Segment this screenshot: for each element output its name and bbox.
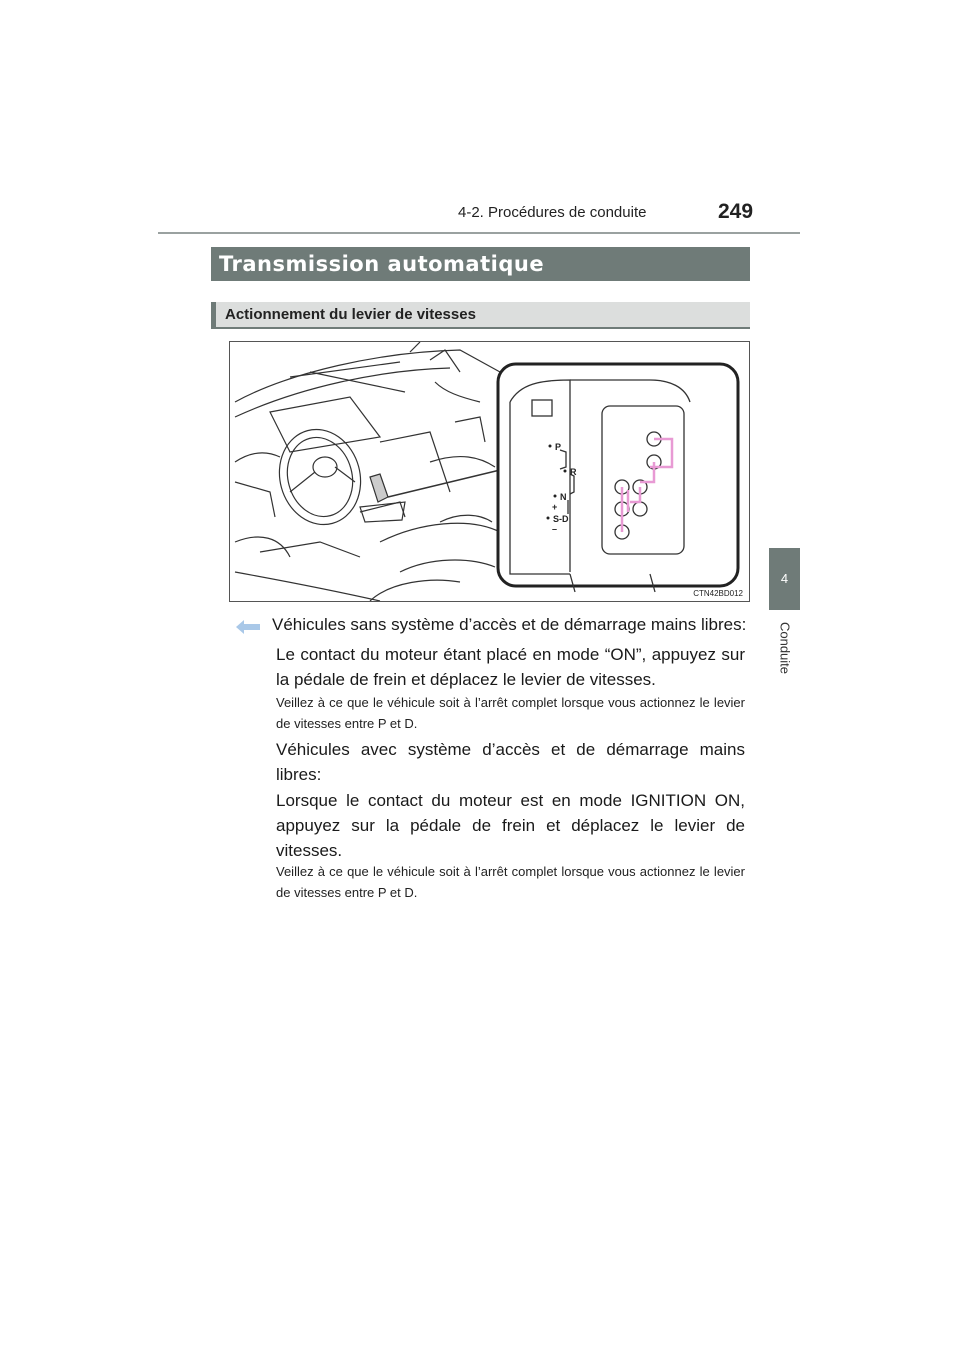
chapter-label-text: Conduite <box>777 621 793 675</box>
header-divider <box>158 232 800 234</box>
paragraph-without-keyless: Le contact du moteur étant placé en mode “ON”, appuyez sur la pédale de frein et déplacez le levier de vitesses. <box>276 645 745 689</box>
note-stop-vehicle-2: Veillez à ce que le véhicule soit à l’arrêt complet lorsque vous actionnez le levier de vitesses entre P et D. <box>276 864 745 900</box>
chapter-tab[interactable]: 4 <box>769 548 800 610</box>
subsection-title: Actionnement du levier de vitesses <box>225 306 476 323</box>
subsection-heading <box>211 302 750 329</box>
note-stop-vehicle-1: Veillez à ce que le véhicule soit à l’arrêt complet lorsque vous actionnez le levier de vitesses entre P et D. <box>276 695 745 731</box>
gear-label-r: R <box>570 467 577 477</box>
paragraph-keyless-heading: Véhicules avec système d’accès et de démarrage mains libres: <box>276 740 745 784</box>
gear-label-n: N <box>560 492 567 502</box>
gear-label-p: P <box>555 442 562 452</box>
intro-text: Véhicules sans système d’accès et de démarrage mains libres: <box>272 615 747 634</box>
paragraph-with-keyless: Lorsque le contact du moteur est en mode IGNITION ON, appuyez sur la pédale de frein et déplacez le levier de vitesses. <box>276 791 745 860</box>
page-title: Transmission automatique <box>211 247 750 281</box>
gear-label-sd: S-D <box>553 514 569 524</box>
section-header: 4-2. Procédures de conduite <box>458 204 647 221</box>
arrow-left-icon <box>235 619 261 635</box>
chapter-label <box>772 618 798 678</box>
figure-code: CTN42BD012 <box>693 589 743 598</box>
subsection-accent <box>211 302 216 329</box>
gear-label-minus: – <box>552 524 558 534</box>
gear-label-plus: + <box>552 502 558 512</box>
page-number: 249 <box>718 200 754 223</box>
shift-lever-illustration <box>229 341 750 602</box>
car-interior-drawing <box>230 342 749 601</box>
